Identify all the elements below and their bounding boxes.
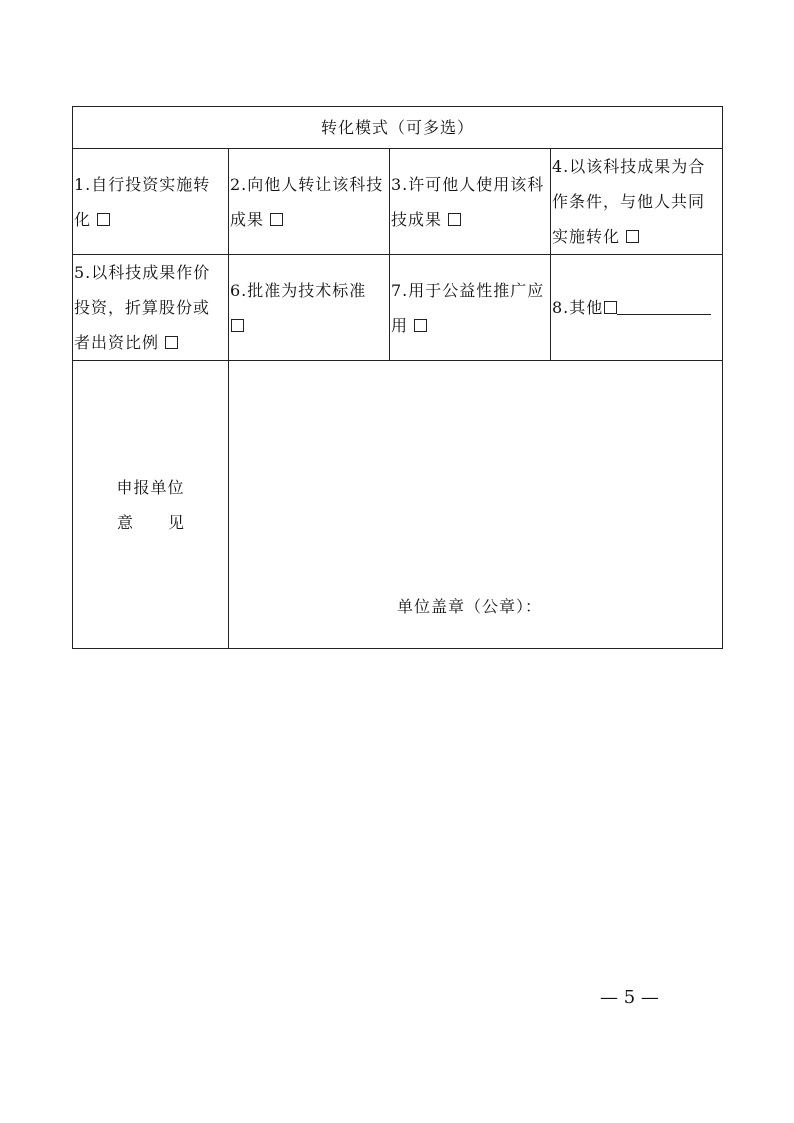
mode-option-3-label: 3.许可他人使用该科技成果 [391, 174, 545, 229]
mode-option-7-checkbox[interactable] [414, 319, 427, 332]
opinion-label-line1: 申报单位 [116, 477, 185, 497]
mode-option-6 [229, 255, 390, 361]
mode-option-2-checkbox[interactable] [270, 213, 283, 226]
conversion-mode-title: 转化模式（可多选） [73, 107, 723, 149]
mode-option-7 [390, 255, 551, 361]
unit-seal-label: 单位盖章（公章）： [397, 597, 543, 616]
applicant-opinion-area[interactable] [229, 361, 723, 649]
mode-option-8-checkbox[interactable] [604, 301, 617, 314]
mode-option-3-checkbox[interactable] [448, 213, 461, 226]
mode-option-8-label: 8.其他 [552, 298, 604, 317]
mode-option-5-checkbox[interactable] [165, 336, 178, 349]
mode-option-8-blank[interactable] [617, 298, 711, 315]
mode-option-7-label: 7.用于公益性推广应用 [391, 280, 545, 335]
opinion-label-line2: 意见 [116, 512, 219, 532]
mode-option-4 [551, 149, 723, 255]
conversion-form-table [72, 106, 723, 649]
mode-option-3 [390, 149, 551, 255]
mode-option-4-label: 4.以该科技成果为合作条件，与他人共同实施转化 [552, 157, 706, 246]
page-number: — 5 — [600, 987, 659, 1008]
mode-option-4-checkbox[interactable] [626, 230, 639, 243]
applicant-opinion-label [73, 361, 229, 649]
mode-option-5 [73, 255, 229, 361]
mode-option-1-checkbox[interactable] [97, 213, 110, 226]
mode-option-1 [73, 149, 229, 255]
mode-option-6-checkbox[interactable] [231, 319, 244, 332]
mode-option-6-label: 6.批准为技术标准 [230, 280, 367, 300]
mode-option-5-label: 5.以科技成果作价投资，折算股份或者出资比例 [74, 263, 211, 352]
mode-option-2 [229, 149, 390, 255]
mode-option-8 [551, 255, 723, 361]
mode-option-1-label: 1.自行投资实施转化 [74, 174, 211, 229]
mode-option-2-label: 2.向他人转让该科技成果 [230, 174, 384, 229]
